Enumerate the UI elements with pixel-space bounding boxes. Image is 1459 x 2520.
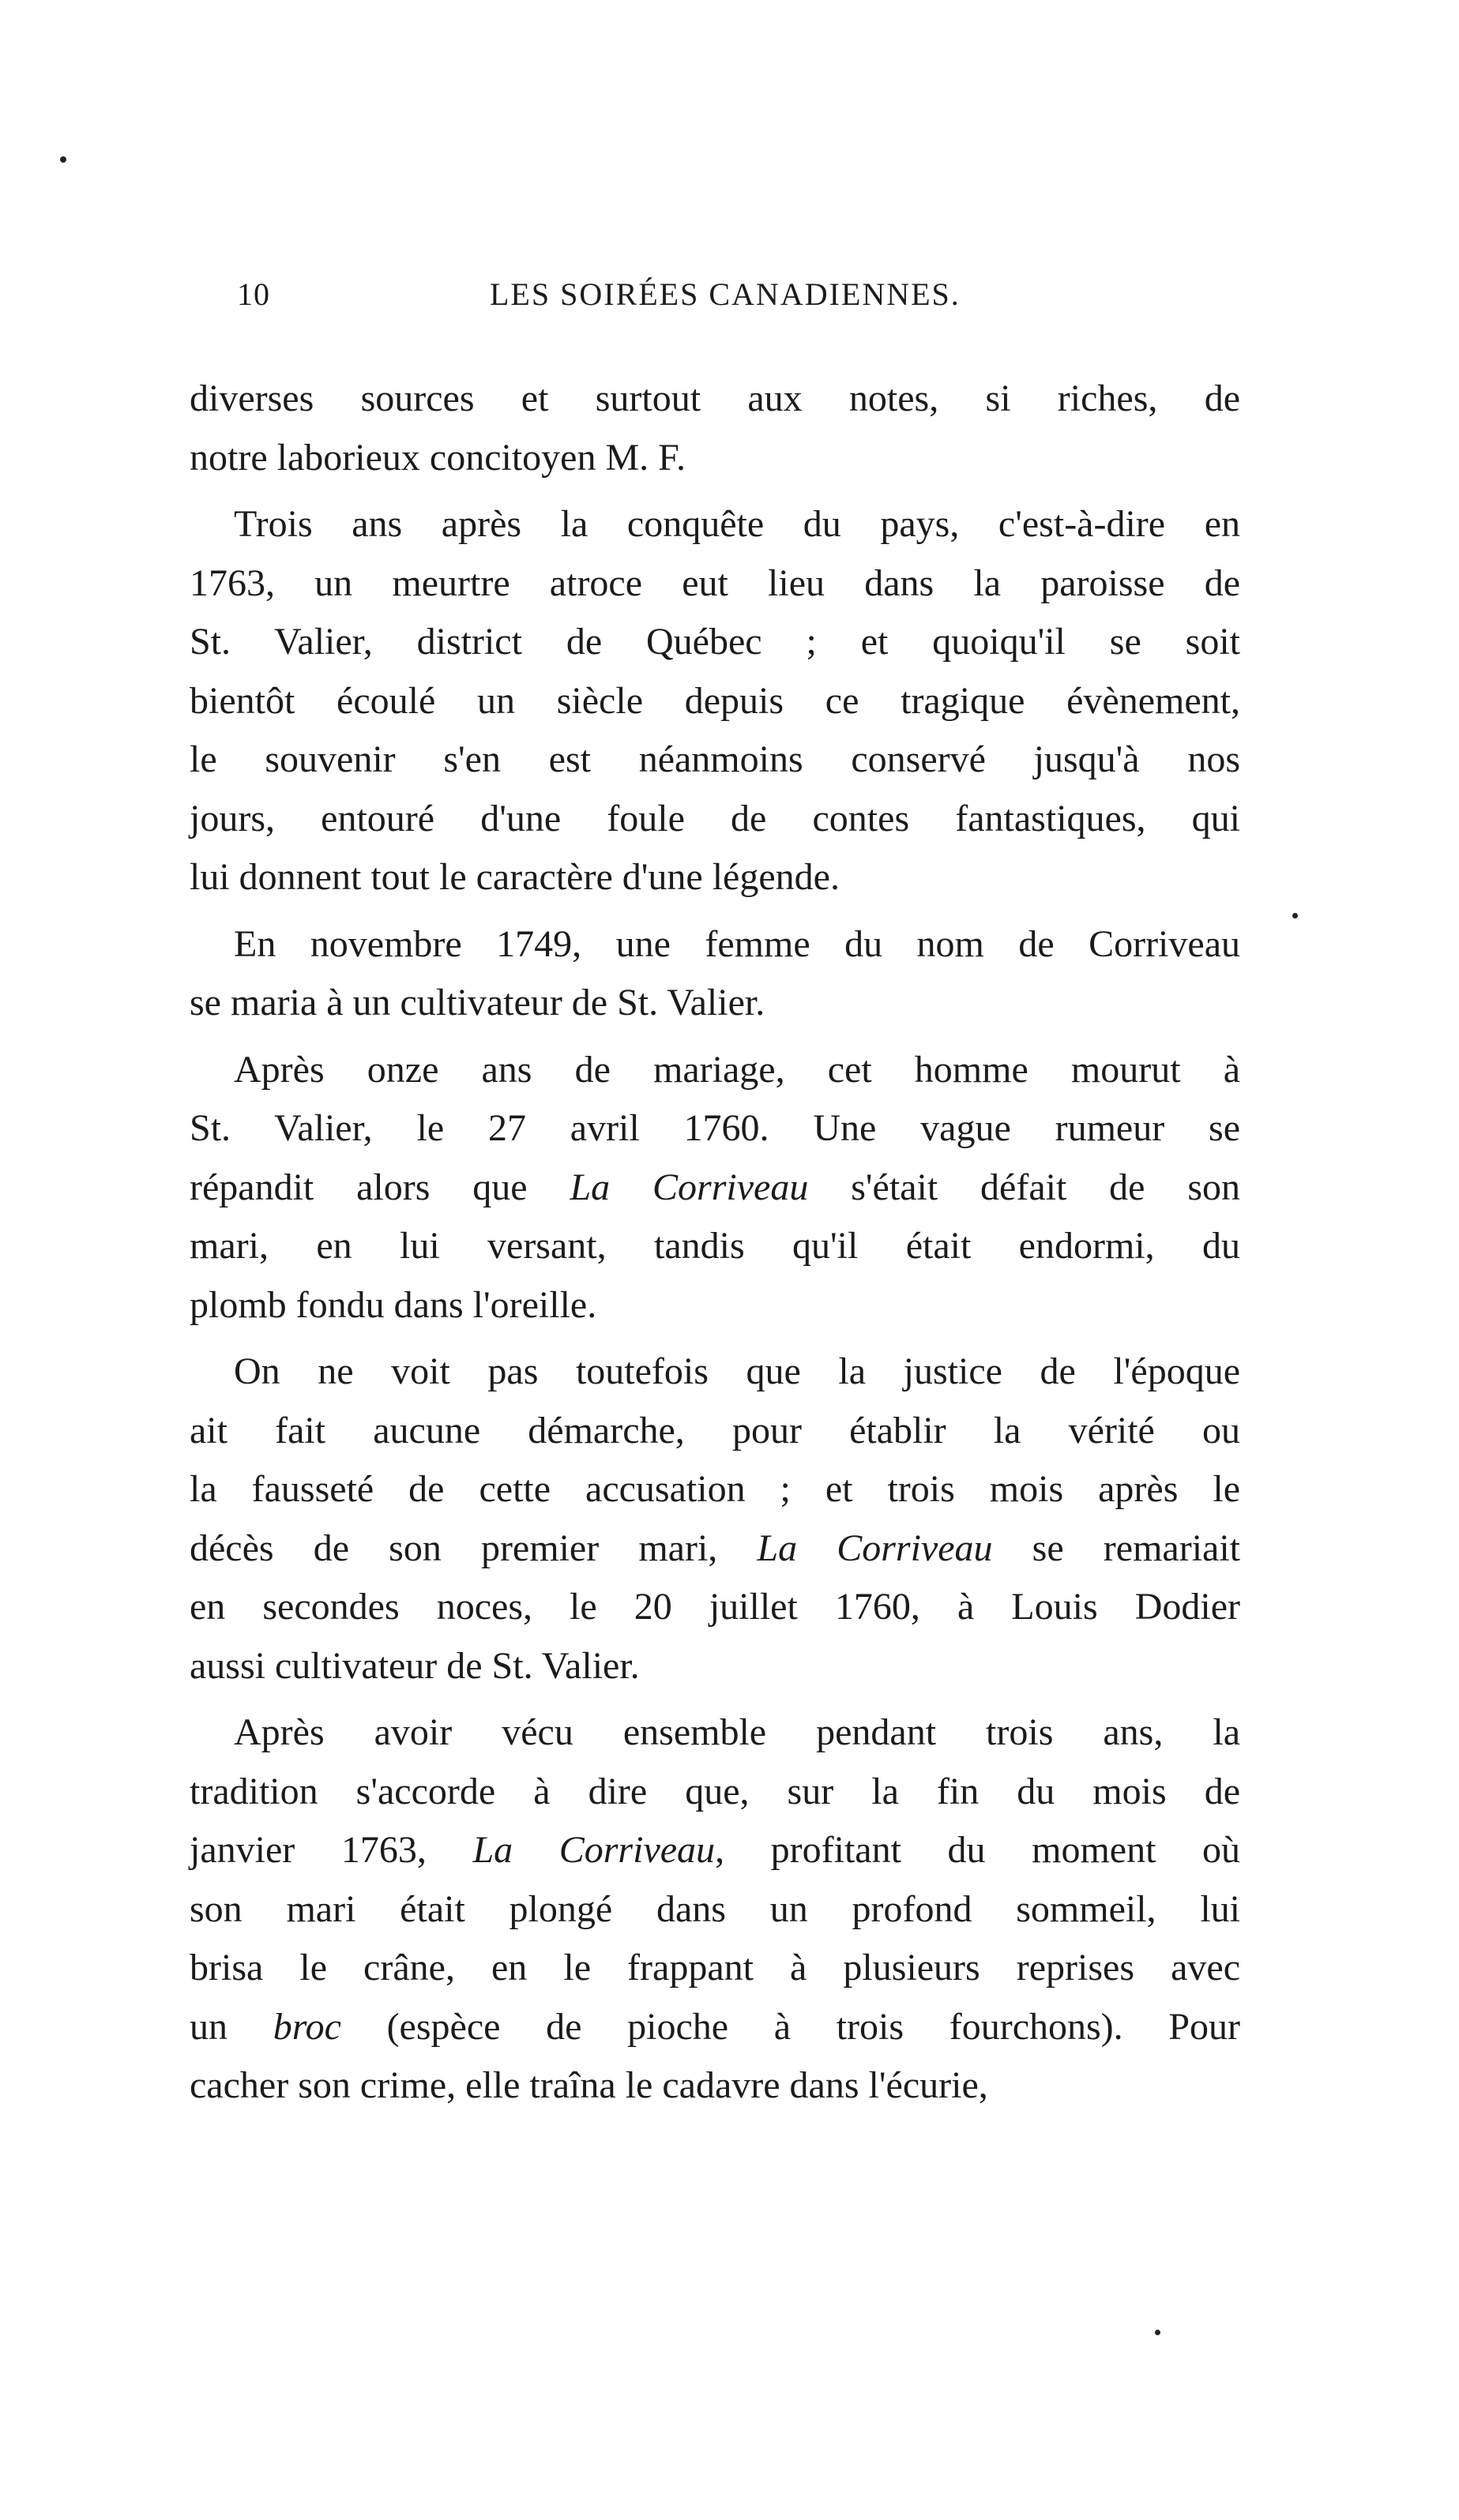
text-line: plomb fondu dans l'oreille. xyxy=(190,1283,597,1326)
paragraph xyxy=(190,1703,1240,2116)
text-line: en secondes noces, le 20 juillet 1760, à Louis Dodier xyxy=(190,1586,1240,1628)
text-line: En novembre 1749, une femme du nom de Corriveau xyxy=(234,922,1240,965)
paragraph xyxy=(190,370,1240,487)
text-line: On ne voit pas toutefois que la justice de l'époque xyxy=(234,1350,1240,1392)
text-line: St. Valier, district de Québec ; et quoiqu'il se soit xyxy=(190,621,1240,663)
paragraph xyxy=(190,495,1240,907)
text-line: Après avoir vécu ensemble pendant trois ans, la xyxy=(234,1711,1240,1753)
text-line: un broc (espèce de pioche à trois fourchons). Pour xyxy=(190,2005,1241,2048)
text-line: se maria à un cultivateur de St. Valier. xyxy=(190,982,765,1023)
text-line: diverses sources et surtout aux notes, si riches, de xyxy=(190,377,1240,419)
paragraph xyxy=(190,915,1240,1033)
text-line: répandit alors que La Corriveau s'était défait de son xyxy=(190,1166,1241,1208)
paragraph xyxy=(190,1041,1240,1335)
text-line: notre laborieux concitoyen M. F. xyxy=(190,436,686,479)
text-line: brisa le crâne, en le frappant à plusieurs reprises avec xyxy=(190,1947,1240,1989)
text-line: la fausseté de cette accusation ; et trois mois après le xyxy=(190,1468,1240,1510)
italic-phrase: La Corriveau xyxy=(472,1829,716,1871)
text-line: 1763, un meurtre atroce eut lieu dans la paroisse de xyxy=(190,561,1240,604)
page-number: 10 xyxy=(237,276,270,312)
text-line: ait fait aucune démarche, pour établir la vérité ou xyxy=(190,1409,1240,1452)
text-line: cacher son crime, elle traîna le cadavre dans l'écurie, xyxy=(190,2064,988,2106)
text-line: lui donnent tout le caractère d'une légende. xyxy=(190,856,840,898)
text-line: son mari était plongé dans un profond sommeil, lui xyxy=(190,1887,1240,1930)
italic-phrase: La Corriveau xyxy=(757,1527,993,1569)
running-title: LES SOIRÉES CANADIENNES. xyxy=(490,276,961,312)
page-speck-bottom-right xyxy=(1155,2330,1160,2335)
text-line: St. Valier, le 27 avril 1760. Une vague rumeur se xyxy=(190,1107,1240,1149)
paragraph xyxy=(190,1343,1240,1696)
page-speck-top-left xyxy=(60,156,66,163)
text-line: décès de son premier mari, La Corriveau se remariait xyxy=(190,1527,1240,1569)
text-line: mari, en lui versant, tandis qu'il était endormi, du xyxy=(190,1225,1240,1267)
text-line: aussi cultivateur de St. Valier. xyxy=(190,1644,640,1687)
text-line: jours, entouré d'une foule de contes fantastiques, qui xyxy=(190,797,1240,839)
italic-phrase: broc xyxy=(273,2005,341,2048)
running-head xyxy=(190,267,1240,322)
text-line: Trois ans après la conquête du pays, c'est-à-dire en xyxy=(234,503,1240,545)
body-text xyxy=(190,370,1240,2124)
page-speck-right xyxy=(1292,913,1298,918)
text-line: Après onze ans de mariage, cet homme mourut à xyxy=(234,1048,1240,1091)
text-line: bientôt écoulé un siècle depuis ce tragique évènement, xyxy=(190,679,1240,722)
text-line: le souvenir s'en est néanmoins conservé jusqu'à nos xyxy=(190,738,1240,780)
text-line: janvier 1763, La Corriveau, profitant du moment où xyxy=(190,1829,1241,1871)
italic-phrase: La Corriveau xyxy=(570,1166,809,1208)
text-line: tradition s'accorde à dire que, sur la fin du mois de xyxy=(190,1770,1240,1812)
